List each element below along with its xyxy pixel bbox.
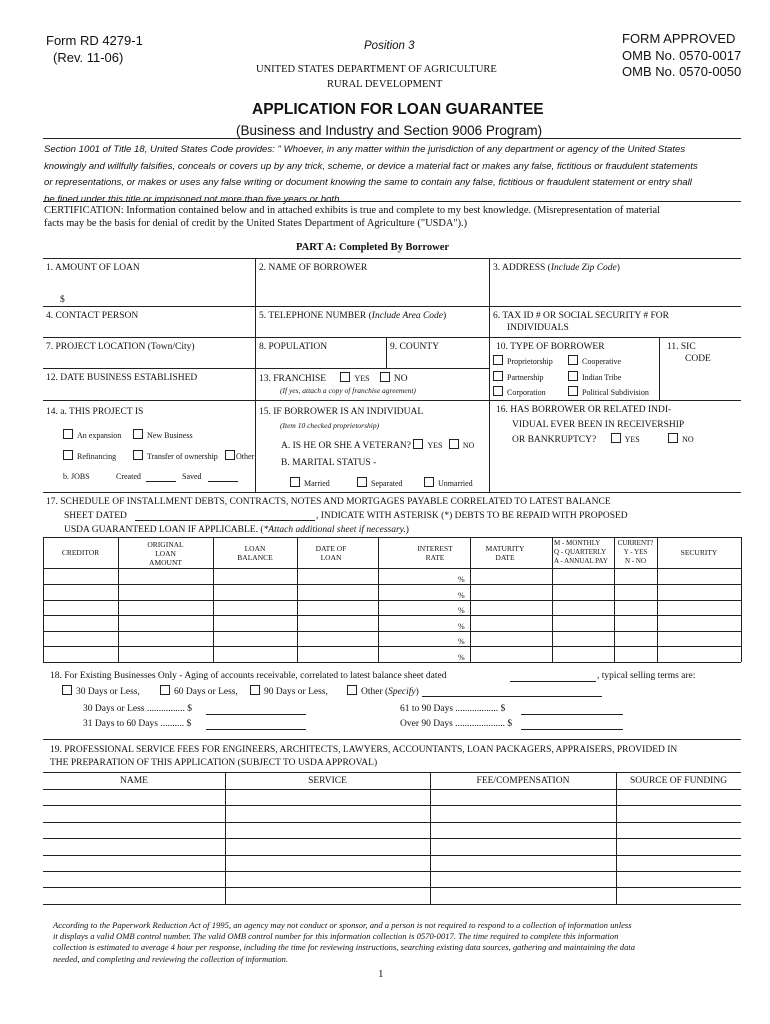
col-loan-balance-line: LOAN xyxy=(244,544,266,553)
veteran-question-text: A. IS HE OR SHE A VETERAN? xyxy=(281,441,411,451)
field-tax-id-label-line2: INDIVIDUALS xyxy=(507,323,569,333)
aging-option-60[interactable] xyxy=(160,685,238,698)
schedule-usda-note-hint: *Attach additional sheet if necessary. xyxy=(263,525,406,535)
aging-over-90-input[interactable] xyxy=(521,729,623,730)
table-line xyxy=(43,805,741,806)
aging-option-90[interactable] xyxy=(250,685,328,698)
field-population-label: 8. POPULATION xyxy=(259,342,328,352)
option-indian-tribe[interactable] xyxy=(568,371,621,383)
telephone-label-text: 5. TELEPHONE NUMBER ( xyxy=(259,311,372,321)
percent-sign: % xyxy=(458,575,465,584)
fraud-warning-line: or representations, or makes or uses any false writing or document knowing the same to contain any false, fictitious or fraudulent statement or entry shall xyxy=(44,177,692,188)
field-telephone-label xyxy=(259,310,446,322)
franchise-label-text: 13. FRANCHISE xyxy=(259,374,327,384)
checkbox[interactable] xyxy=(424,477,434,487)
checkbox[interactable] xyxy=(133,429,143,439)
aging-selling-terms: , typical selling terms are: xyxy=(597,671,696,681)
option-label: Indian Tribe xyxy=(582,373,622,382)
aging-option-30[interactable] xyxy=(62,685,140,698)
col-current-line: CURRENT? xyxy=(617,539,654,547)
checkbox[interactable] xyxy=(380,372,390,382)
option-corporation[interactable] xyxy=(493,386,546,398)
divider xyxy=(43,138,741,139)
field-county-label: 9. COUNTY xyxy=(390,342,440,352)
veteran-yes[interactable] xyxy=(413,441,442,451)
aging-31-60-input[interactable] xyxy=(206,729,306,730)
table-line xyxy=(43,568,741,569)
checkbox[interactable] xyxy=(493,386,503,396)
col-maturity-date xyxy=(470,544,540,562)
table-line xyxy=(43,838,741,839)
checkbox[interactable] xyxy=(568,355,578,365)
field-date-established-label: 12. DATE BUSINESS ESTABLISHED xyxy=(46,373,198,383)
option-transfer-ownership[interactable] xyxy=(133,450,218,462)
table-line xyxy=(43,646,741,647)
aging-date-input[interactable] xyxy=(510,681,596,682)
option-label: 60 Days or Less, xyxy=(174,687,238,697)
col-payment-terms xyxy=(554,539,616,566)
omb-number-2: OMB No. 0570-0050 xyxy=(622,64,742,79)
col-date-of-loan xyxy=(297,544,365,562)
grid-line xyxy=(43,400,741,401)
aging-61-90-input[interactable] xyxy=(521,714,623,715)
veteran-question xyxy=(281,439,474,452)
fees-heading: 19. PROFESSIONAL SERVICE FEES FOR ENGINEERS, ARCHITECTS, LAWYERS, ACCOUNTANTS, LOAN PACKAGERS, APPRAISERS, PROVIDED IN xyxy=(50,745,678,755)
page-number: 1 xyxy=(378,968,384,980)
option-label: NO xyxy=(393,374,408,384)
option-cooperative[interactable] xyxy=(568,355,621,367)
checkbox[interactable] xyxy=(493,355,503,365)
aging-option-other[interactable] xyxy=(347,685,419,698)
schedule-usda-note xyxy=(64,524,409,536)
option-new-business[interactable] xyxy=(133,429,193,441)
field-project-type-label: 14. a. THIS PROJECT IS xyxy=(46,407,144,417)
sheet-dated-input[interactable] xyxy=(135,520,315,521)
jobs-label: b. JOBS xyxy=(63,472,90,481)
checkbox[interactable] xyxy=(290,477,300,487)
checkbox[interactable] xyxy=(568,371,578,381)
table-line xyxy=(43,631,741,632)
col-date-of-loan-line: DATE OF xyxy=(315,544,347,553)
col-security: SECURITY xyxy=(680,548,718,557)
aging-heading: 18. For Existing Businesses Only - Aging of accounts receivable, correlated to latest balance sheet dated xyxy=(50,671,447,681)
table-line xyxy=(43,904,741,905)
field-receivership-label-line2: VIDUAL EVER BEEN IN RECEIVERSHIP xyxy=(512,420,685,430)
checkbox[interactable] xyxy=(62,685,72,695)
field-amount-of-loan-label: 1. AMOUNT OF LOAN xyxy=(46,263,140,273)
schedule-sheet-dated: SHEET DATED xyxy=(64,511,127,521)
paperwork-notice-line: it displays a valid OMB control number. The valid OMB control number for this information collection is 0570-0017. The time required to complete this information xyxy=(53,931,619,942)
table-line xyxy=(43,537,741,538)
table-line xyxy=(43,615,741,616)
jobs-saved-input[interactable] xyxy=(208,481,238,482)
col-current xyxy=(614,539,657,566)
individual-note: (Item 10 checked proprietorship) xyxy=(280,421,380,430)
table-line xyxy=(741,537,742,662)
table-line xyxy=(43,789,741,790)
col-interest-rate-line: RATE xyxy=(425,553,445,562)
option-label: Transfer of ownership xyxy=(147,452,218,461)
col-fee-source: SOURCE OF FUNDING xyxy=(629,776,728,786)
subagency-name: RURAL DEVELOPMENT xyxy=(327,79,443,90)
field-type-of-borrower-label: 10. TYPE OF BORROWER xyxy=(496,342,605,352)
aging-row-30: 30 Days or Less ................ $ xyxy=(83,704,192,714)
option-label: Political Subdivision xyxy=(582,388,649,397)
part-a-heading: PART A: Completed By Borrower xyxy=(296,242,450,253)
page-title: APPLICATION FOR LOAN GUARANTEE xyxy=(252,101,544,118)
franchise-no[interactable] xyxy=(380,374,408,384)
col-creditor: CREDITOR xyxy=(61,548,100,557)
option-label: YES xyxy=(624,435,640,444)
percent-sign: % xyxy=(458,622,465,631)
schedule-heading: 17. SCHEDULE OF INSTALLMENT DEBTS, CONTRACTS, NOTES AND MORTGAGES PAYABLE CORRELATED TO LATEST BALANCE xyxy=(46,497,611,507)
grid-line xyxy=(43,306,741,307)
grid-line xyxy=(489,258,490,492)
option-label-close: ) xyxy=(415,687,419,697)
grid-line xyxy=(386,337,387,368)
table-line xyxy=(430,772,431,904)
option-label: Unmarried xyxy=(438,479,473,488)
marital-status-label: B. MARITAL STATUS - xyxy=(281,458,377,468)
bankruptcy-yes[interactable] xyxy=(611,435,640,445)
grid-line xyxy=(255,258,256,492)
col-fee-service: SERVICE xyxy=(308,776,347,786)
col-current-line: N - NO xyxy=(625,557,646,565)
franchise-note: (If yes, attach a copy of franchise agreement) xyxy=(280,386,416,395)
option-partnership[interactable] xyxy=(493,371,543,383)
option-expansion[interactable] xyxy=(63,429,121,441)
checkbox[interactable] xyxy=(568,386,578,396)
aging-row-31-60: 31 Days to 60 Days .......... $ xyxy=(83,719,192,729)
table-line xyxy=(43,772,741,773)
telephone-label-close: ) xyxy=(443,311,447,321)
table-line xyxy=(43,662,741,663)
option-label: 30 Days or Less, xyxy=(76,687,140,697)
option-label: New Business xyxy=(147,431,193,440)
bankruptcy-question-text: OR BANKRUPTCY? xyxy=(512,435,597,445)
telephone-label-hint: Include Area Code xyxy=(371,311,444,321)
option-label: Cooperative xyxy=(582,357,622,366)
percent-sign: % xyxy=(458,653,465,662)
paperwork-notice xyxy=(53,920,753,965)
col-interest-rate xyxy=(400,544,470,562)
checkbox[interactable] xyxy=(63,450,73,460)
col-current-line: Y - YES xyxy=(623,548,648,556)
col-original-amount-line: LOAN xyxy=(155,549,176,558)
field-project-location-label: 7. PROJECT LOCATION (Town/City) xyxy=(46,342,195,352)
checkbox[interactable] xyxy=(668,433,678,443)
checkbox[interactable] xyxy=(413,439,423,449)
checkbox[interactable] xyxy=(340,372,350,382)
address-label-hint: Include Zip Code xyxy=(550,263,617,273)
col-original-amount-line: AMOUNT xyxy=(149,558,182,567)
aging-30-input[interactable] xyxy=(206,714,306,715)
grid-line xyxy=(43,492,741,493)
certification xyxy=(44,204,744,230)
option-political-subdivision[interactable] xyxy=(568,386,649,398)
bankruptcy-no[interactable] xyxy=(668,435,694,445)
checkbox[interactable] xyxy=(250,685,260,695)
option-label: YES xyxy=(427,441,443,450)
field-tax-id-label: 6. TAX ID # OR SOCIAL SECURITY # FOR xyxy=(493,311,669,321)
schedule-asterisk-note: , INDICATE WITH ASTERISK (*) DEBTS TO BE REPAID WITH PROPOSED xyxy=(316,511,628,521)
col-original-amount xyxy=(118,540,213,567)
option-proprietorship[interactable] xyxy=(493,355,553,367)
table-line xyxy=(43,600,741,601)
percent-sign: % xyxy=(458,637,465,646)
form-approved: FORM APPROVED xyxy=(622,31,736,46)
veteran-no[interactable] xyxy=(449,441,475,451)
form-number: Form RD 4279-1 xyxy=(46,33,143,48)
divider xyxy=(43,201,741,202)
address-label-text: 3. ADDRESS ( xyxy=(493,263,551,273)
col-interest-rate-line: INTEREST xyxy=(417,544,453,553)
grid-line xyxy=(43,368,489,369)
field-address-label xyxy=(493,262,620,274)
loan-amount-dollar-sign: $ xyxy=(60,295,65,305)
field-individual-label: 15. IF BORROWER IS AN INDIVIDUAL xyxy=(259,407,424,417)
option-unmarried[interactable] xyxy=(424,477,473,489)
percent-sign: % xyxy=(458,591,465,600)
paperwork-notice-line: According to the Paperwork Reduction Act of 1995, an agency may not conduct or sponsor, and a person is not required to respond to a collection of information unless xyxy=(53,920,632,930)
option-label: 90 Days or Less, xyxy=(264,687,328,697)
fraud-warning xyxy=(44,142,744,208)
divider xyxy=(43,739,741,740)
schedule-usda-note-close: ) xyxy=(405,525,409,535)
checkbox[interactable] xyxy=(357,477,367,487)
table-line xyxy=(43,822,741,823)
page-subtitle: (Business and Industry and Section 9006 Program) xyxy=(236,123,543,138)
table-line xyxy=(552,537,553,662)
checkbox[interactable] xyxy=(347,685,357,695)
table-line xyxy=(378,537,379,662)
omb-number-1: OMB No. 0570-0017 xyxy=(622,48,742,63)
option-label: Partnership xyxy=(507,373,544,382)
certification-line: facts may be the basis for denial of credit by the United States Department of Agriculture ("USDA").) xyxy=(44,218,468,229)
checkbox[interactable] xyxy=(611,433,621,443)
col-payment-terms-line: M - MONTHLY xyxy=(554,539,601,547)
col-loan-balance-line: BALANCE xyxy=(237,553,273,562)
grid-line xyxy=(659,337,660,400)
option-label: Married xyxy=(304,479,330,488)
table-line xyxy=(616,772,617,904)
option-label: YES xyxy=(354,374,370,383)
field-receivership-label: 16. HAS BORROWER OR RELATED INDI- xyxy=(496,405,672,415)
table-line xyxy=(225,772,226,904)
franchise-yes[interactable] xyxy=(340,374,369,384)
field-contact-person-label: 4. CONTACT PERSON xyxy=(46,311,139,321)
checkbox[interactable] xyxy=(449,439,459,449)
position-label: Position 3 xyxy=(364,40,415,52)
aging-row-61-90: 61 to 90 Days .................. $ xyxy=(400,704,506,714)
table-line xyxy=(43,871,741,872)
option-other[interactable] xyxy=(225,450,254,462)
col-maturity-date-line: MATURITY xyxy=(485,544,525,553)
fraud-warning-line: Section 1001 of Title 18, United States Code provides: " Whoever, in any matter within the jurisdiction of any department or agency of the United States xyxy=(44,144,686,155)
option-label: Other ( xyxy=(361,687,389,697)
address-label-close: ) xyxy=(616,263,620,273)
option-label: Separated xyxy=(371,479,403,488)
table-line xyxy=(43,584,741,585)
form-revision: (Rev. 11-06) xyxy=(53,50,124,65)
agency-name: UNITED STATES DEPARTMENT OF AGRICULTURE xyxy=(256,64,497,75)
option-refinancing[interactable] xyxy=(63,450,116,462)
option-label-hint: Specify xyxy=(388,687,416,697)
paperwork-notice-line: collection is estimated to average 4 hour per response, including the time for reviewing instructions, searching existing data sources, gathering and maintaining the data xyxy=(53,942,636,953)
field-borrower-name-label: 2. NAME OF BORROWER xyxy=(259,263,368,273)
grid-line xyxy=(43,337,741,338)
option-separated[interactable] xyxy=(357,477,403,489)
col-date-of-loan-line: LOAN xyxy=(320,553,342,562)
fraud-warning-line: be fined under this title or imprisoned not more than five years or both. xyxy=(44,193,343,205)
option-label: Corporation xyxy=(507,388,546,397)
percent-sign: % xyxy=(458,606,465,615)
option-label: NO xyxy=(682,435,694,444)
table-line xyxy=(43,887,741,888)
col-fee-name: NAME xyxy=(120,776,148,786)
jobs-saved-label: Saved xyxy=(182,472,202,481)
checkbox[interactable] xyxy=(63,429,73,439)
option-label: NO xyxy=(462,441,475,450)
option-label: An expansion xyxy=(77,431,122,440)
checkbox[interactable] xyxy=(225,450,235,460)
checkbox[interactable] xyxy=(493,371,503,381)
jobs-created-label: Created xyxy=(116,472,141,481)
col-payment-terms-line: Q - QUARTERLY xyxy=(554,548,607,556)
fees-heading-line2: THE PREPARATION OF THIS APPLICATION (SUBJECT TO USDA APPROVAL) xyxy=(50,758,378,768)
grid-line xyxy=(43,258,741,259)
col-original-amount-line: ORIGINAL xyxy=(147,540,184,549)
paperwork-notice-line: needed, and completing and reviewing the collection of information. xyxy=(53,953,289,964)
table-line xyxy=(43,855,741,856)
col-maturity-date-line: DATE xyxy=(495,553,515,562)
bankruptcy-question xyxy=(512,433,694,446)
option-label: Refinancing xyxy=(77,452,117,461)
field-sic-label: 11. SIC xyxy=(667,342,696,352)
jobs-created-input[interactable] xyxy=(146,481,176,482)
col-fee-compensation: FEE/COMPENSATION xyxy=(476,776,570,786)
field-franchise-label xyxy=(259,372,408,385)
option-label: Proprietorship xyxy=(507,357,553,366)
field-sic-label-line2: CODE xyxy=(685,354,711,364)
checkbox[interactable] xyxy=(133,450,143,460)
certification-line: CERTIFICATION: Information contained below and in attached exhibits is true and complete to my best knowledge. (Misrepresentation of material xyxy=(44,205,661,216)
option-married[interactable] xyxy=(290,477,330,489)
col-loan-balance xyxy=(213,544,297,562)
fraud-warning-line: knowingly and willfully falsifies, conceals or covers up by any trick, scheme, or device a material fact or makes any false, fictitious or fraudulent statements xyxy=(44,160,698,172)
option-label: Other xyxy=(236,452,255,461)
aging-row-over-90: Over 90 Days ..................... $ xyxy=(400,719,513,729)
schedule-usda-note-text: USDA GUARANTEED LOAN IF APPLICABLE. ( xyxy=(64,525,264,535)
checkbox[interactable] xyxy=(160,685,170,695)
col-payment-terms-line: A - ANNUAL PAY xyxy=(554,557,608,565)
aging-other-input[interactable] xyxy=(422,696,602,697)
